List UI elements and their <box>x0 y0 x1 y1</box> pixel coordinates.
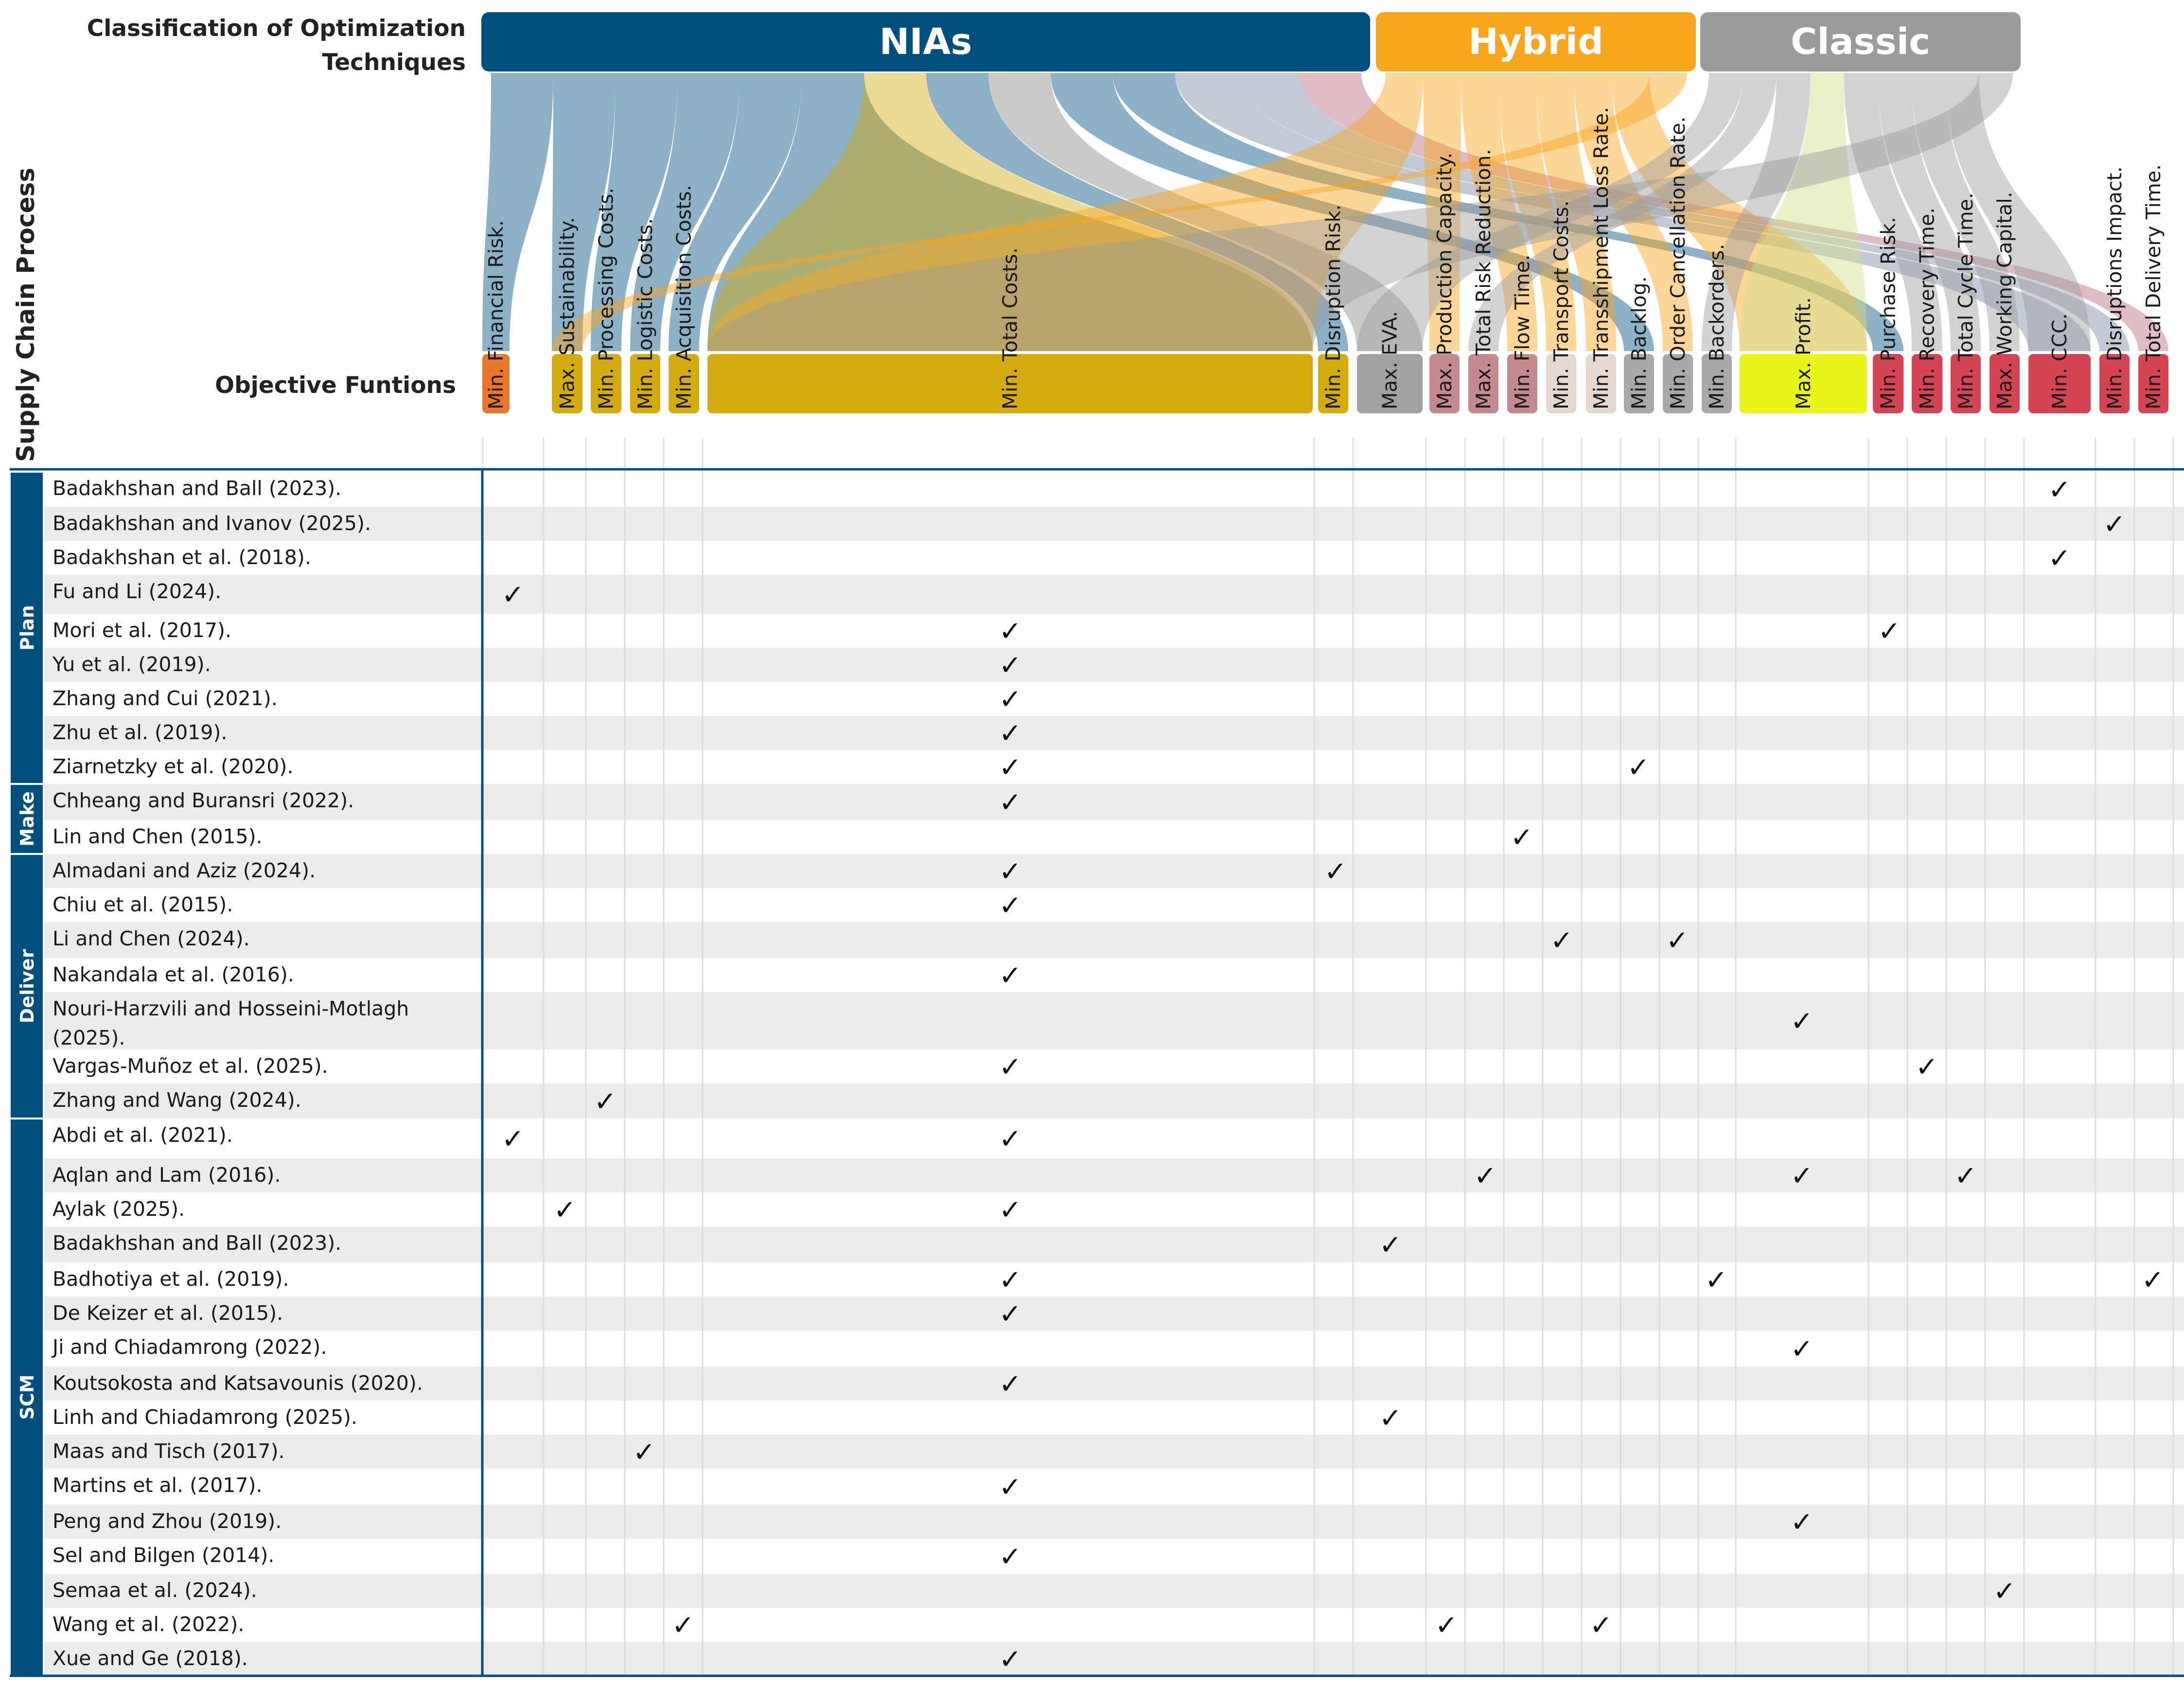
objective-bar-label: Max. Production Capacity. <box>1433 152 1456 409</box>
objective-bar-label: Max. Total Risk Reduction. <box>1472 149 1495 409</box>
study-name: Linh and Chiadamrong (2025). <box>53 1405 358 1429</box>
check-mark: ✓ <box>999 1541 1022 1573</box>
table-row <box>53 1051 1938 1083</box>
category-classic-label: Classic <box>1791 21 1930 63</box>
table-row <box>53 960 1022 992</box>
check-mark: ✓ <box>2141 1264 2165 1296</box>
table-row <box>53 684 1022 715</box>
check-mark: ✓ <box>999 856 1022 888</box>
check-mark: ✓ <box>999 1298 1022 1330</box>
check-mark: ✓ <box>501 579 525 611</box>
objective-min-acquisition-costs <box>669 185 699 413</box>
check-mark: ✓ <box>1915 1051 1938 1083</box>
row-shade <box>44 1574 2184 1608</box>
check-mark: ✓ <box>999 1194 1022 1226</box>
objective-bar-label: Max. Profit. <box>1792 297 1815 409</box>
category-hybrid-label: Hybrid <box>1468 21 1603 63</box>
study-name: Ji and Chiadamrong (2022). <box>53 1335 327 1359</box>
study-name: Vargas-Muñoz et al. (2025). <box>53 1054 328 1078</box>
check-mark: ✓ <box>1878 616 1901 647</box>
check-mark: ✓ <box>999 718 1022 749</box>
objective-bar-label: Min. Recovery Time. <box>1915 207 1939 409</box>
check-mark: ✓ <box>1510 822 1533 853</box>
supply-chain-process-title: Supply Chain Process <box>12 167 40 462</box>
study-name: Badhotiya et al. (2019). <box>53 1267 289 1291</box>
process-make-label: Make <box>17 791 38 847</box>
objective-min-transshipment-loss-rate <box>1586 107 1616 413</box>
objective-bar-label: Min. Acquisition Costs. <box>672 185 696 409</box>
objective-bar-label: Min. Total Cycle Time. <box>1954 192 1977 409</box>
check-mark: ✓ <box>999 1644 1022 1675</box>
objective-bar-label: Min. Financial Risk. <box>484 220 508 409</box>
study-name: Badakhshan et al. (2018). <box>53 546 311 569</box>
check-mark: ✓ <box>1790 1006 1814 1037</box>
check-mark: ✓ <box>1627 752 1650 783</box>
objective-bar-label: Min. Logistic Costs. <box>634 218 657 409</box>
check-mark: ✓ <box>1379 1403 1402 1434</box>
check-mark: ✓ <box>999 650 1022 681</box>
table-row <box>53 474 2071 506</box>
classification-title-line1: Classification of Optimization <box>87 15 466 42</box>
study-name: Peng and Zhou (2019). <box>53 1509 282 1533</box>
objective-bar-label: Min. Transshipment Loss Rate. <box>1589 107 1613 409</box>
row-shade <box>44 1296 2184 1331</box>
study-name: Ziarnetzky et al. (2020). <box>53 755 294 778</box>
check-mark: ✓ <box>999 1264 1022 1296</box>
table-row <box>53 822 1533 853</box>
check-mark: ✓ <box>999 684 1022 715</box>
objective-min-flow-time <box>1507 254 1537 413</box>
row-shade <box>44 854 2184 888</box>
objective-min-order-cancellation-rate <box>1663 117 1693 413</box>
objective-min-recovery-time <box>1912 208 1942 413</box>
objective-min-financial-risk <box>482 220 510 413</box>
study-name: Badakhshan and Ivanov (2025). <box>53 512 371 535</box>
objective-min-transport-costs <box>1546 200 1576 413</box>
table-row <box>53 1541 1022 1573</box>
table-grid <box>10 438 2184 1676</box>
study-name: Nakandala et al. (2016). <box>53 963 294 986</box>
objective-min-purchase-risk <box>1873 217 1903 413</box>
study-name: De Keizer et al. (2015). <box>53 1301 283 1325</box>
check-mark: ✓ <box>999 1472 1022 1503</box>
check-mark: ✓ <box>999 787 1022 818</box>
check-mark: ✓ <box>1474 1160 1497 1192</box>
process-plan-label: Plan <box>17 605 38 651</box>
row-shade <box>44 1226 2184 1262</box>
objective-max-total-risk-reduction <box>1468 149 1498 413</box>
table-row <box>51 1333 1813 1365</box>
check-mark: ✓ <box>553 1194 577 1226</box>
check-mark: ✓ <box>594 1086 617 1118</box>
check-mark: ✓ <box>1993 1576 2016 1607</box>
process-scm-label: SCM <box>17 1374 38 1420</box>
objective-min-processing-costs <box>591 188 621 413</box>
study-name: Zhu et al. (2019). <box>53 721 228 744</box>
objective-bar-label: Max. EVA. <box>1378 311 1402 409</box>
table-row <box>53 1610 1612 1641</box>
check-mark: ✓ <box>1954 1160 1977 1192</box>
row-shade <box>44 922 2184 958</box>
objective-bar-label: Max. Sustainability. <box>555 217 579 409</box>
row-shade <box>44 716 2184 750</box>
objective-bar-label: Min. Disruptions Impact. <box>2103 166 2126 409</box>
row-shade <box>44 1435 2184 1469</box>
objective-min-disruptions-impact <box>2099 166 2130 413</box>
check-mark: ✓ <box>501 1123 525 1155</box>
objective-bar-label: Min. Total Delivery Time. <box>2142 164 2165 409</box>
objective-max-sustainability <box>552 217 582 413</box>
row-shade <box>44 575 2184 614</box>
check-mark: ✓ <box>1379 1229 1402 1261</box>
objective-min-backlog <box>1624 276 1654 413</box>
objective-max-production-capacity <box>1429 153 1460 413</box>
check-mark: ✓ <box>999 890 1022 922</box>
check-mark: ✓ <box>1705 1264 1728 1296</box>
check-mark: ✓ <box>1666 925 1689 957</box>
table-row <box>53 616 1901 647</box>
check-mark: ✓ <box>999 1123 1022 1155</box>
check-mark: ✓ <box>1324 856 1347 888</box>
study-name: Badakhshan and Ball (2023). <box>53 477 342 500</box>
study-name: Koutsokosta and Katsavounis (2020). <box>53 1371 423 1395</box>
study-name: Almadani and Aziz (2024). <box>53 859 316 882</box>
category-nias-label: NIAs <box>879 21 972 63</box>
classification-title-line2: Techniques <box>322 49 466 76</box>
check-mark: ✓ <box>1790 1160 1814 1192</box>
objective-bar-label: Min. Transport Costs. <box>1550 200 1573 409</box>
objective-min-total-delivery-time <box>2138 164 2168 413</box>
process-blocks <box>11 473 43 1675</box>
objective-min-disruption-risk <box>1318 204 1348 413</box>
table-row <box>53 1194 1022 1226</box>
check-mark: ✓ <box>2048 543 2071 574</box>
check-mark: ✓ <box>999 960 1022 992</box>
study-name: Chheang and Buransri (2022). <box>53 789 354 812</box>
check-mark: ✓ <box>2048 474 2071 506</box>
header-area <box>12 15 466 462</box>
objective-bar-label: Min. Flow Time. <box>1511 254 1534 409</box>
objective-min-logistic-costs <box>630 218 660 413</box>
study-name: Zhang and Wang (2024). <box>53 1088 301 1112</box>
row-shade <box>44 1083 2184 1119</box>
study-name: Aqlan and Lam (2016). <box>53 1163 281 1187</box>
study-name: Xue and Ge (2018). <box>53 1647 248 1670</box>
row-shade <box>44 648 2184 682</box>
objective-min-total-cycle-time <box>1951 193 1981 413</box>
row-shade <box>44 784 2184 820</box>
row-shade <box>44 1505 2184 1539</box>
objective-bar-label: Max. Working Capital. <box>1993 192 2016 409</box>
study-name: Nouri-Harzvili and Hosseini-Motlagh (2025). <box>53 997 409 1049</box>
row-shade <box>44 1158 2184 1192</box>
objective-bar-label: Min. Processing Costs. <box>594 187 618 409</box>
check-mark: ✓ <box>1589 1610 1613 1641</box>
check-mark: ✓ <box>999 1368 1022 1400</box>
study-name: Semaa et al. (2024). <box>53 1579 257 1602</box>
study-name: Mori et al. (2017). <box>53 619 232 642</box>
study-name: Li and Chen (2024). <box>53 927 250 950</box>
study-name: Wang et al. (2022). <box>53 1613 245 1636</box>
check-mark: ✓ <box>999 752 1022 783</box>
table-row <box>53 1123 1022 1155</box>
table-row <box>53 543 2071 574</box>
study-name: Chiu et al. (2015). <box>53 893 233 916</box>
table-row <box>53 890 1022 922</box>
study-name: Maas and Tisch (2017). <box>53 1439 285 1463</box>
check-mark: ✓ <box>671 1610 695 1641</box>
check-mark: ✓ <box>999 1051 1022 1083</box>
row-shade <box>44 1642 2184 1676</box>
objective-bar-label: Min. CCC. <box>2048 313 2071 409</box>
objective-max-working-capital <box>1990 192 2020 413</box>
process-deliver-label: Deliver <box>17 949 38 1024</box>
study-name: Lin and Chen (2015). <box>53 825 263 848</box>
check-mark: ✓ <box>1790 1333 1814 1365</box>
check-mark: ✓ <box>1550 925 1573 957</box>
table-row <box>53 1472 1022 1503</box>
study-name: Aylak (2025). <box>53 1197 185 1221</box>
study-name: Abdi et al. (2021). <box>53 1123 233 1147</box>
objective-bar-label: Min. Backorders. <box>1705 244 1728 409</box>
table-row <box>53 1403 1402 1434</box>
objective-bar-label: Min. Total Costs. <box>998 247 1022 409</box>
study-name: Fu and Li (2024). <box>53 580 222 603</box>
objective-bar-label: Min. Purchase Risk. <box>1876 216 1900 409</box>
objective-bar-label: Min. Disruption Risk. <box>1321 204 1345 409</box>
table-row <box>53 752 1650 783</box>
check-mark: ✓ <box>999 616 1022 647</box>
study-name: Zhang and Cui (2021). <box>53 687 278 710</box>
check-mark: ✓ <box>633 1437 656 1468</box>
study-name: Badakhshan and Ball (2023). <box>53 1231 342 1255</box>
study-name: Yu et al. (2019). <box>53 653 211 676</box>
check-mark: ✓ <box>2103 509 2126 540</box>
objective-min-backorders <box>1702 244 1732 413</box>
objective-bar-label: Min. Order Cancellation Rate. <box>1666 116 1690 409</box>
study-name: Sel and Bilgen (2014). <box>53 1544 275 1567</box>
objective-functions-title: Objective Funtions <box>215 372 456 399</box>
technique-categories <box>481 12 2021 71</box>
check-mark: ✓ <box>1790 1507 1814 1538</box>
table-row <box>53 1264 2164 1296</box>
objective-bar-label: Min. Backlog. <box>1627 276 1651 409</box>
study-name: Martins et al. (2017). <box>53 1474 263 1497</box>
check-mark: ✓ <box>1435 1610 1458 1641</box>
